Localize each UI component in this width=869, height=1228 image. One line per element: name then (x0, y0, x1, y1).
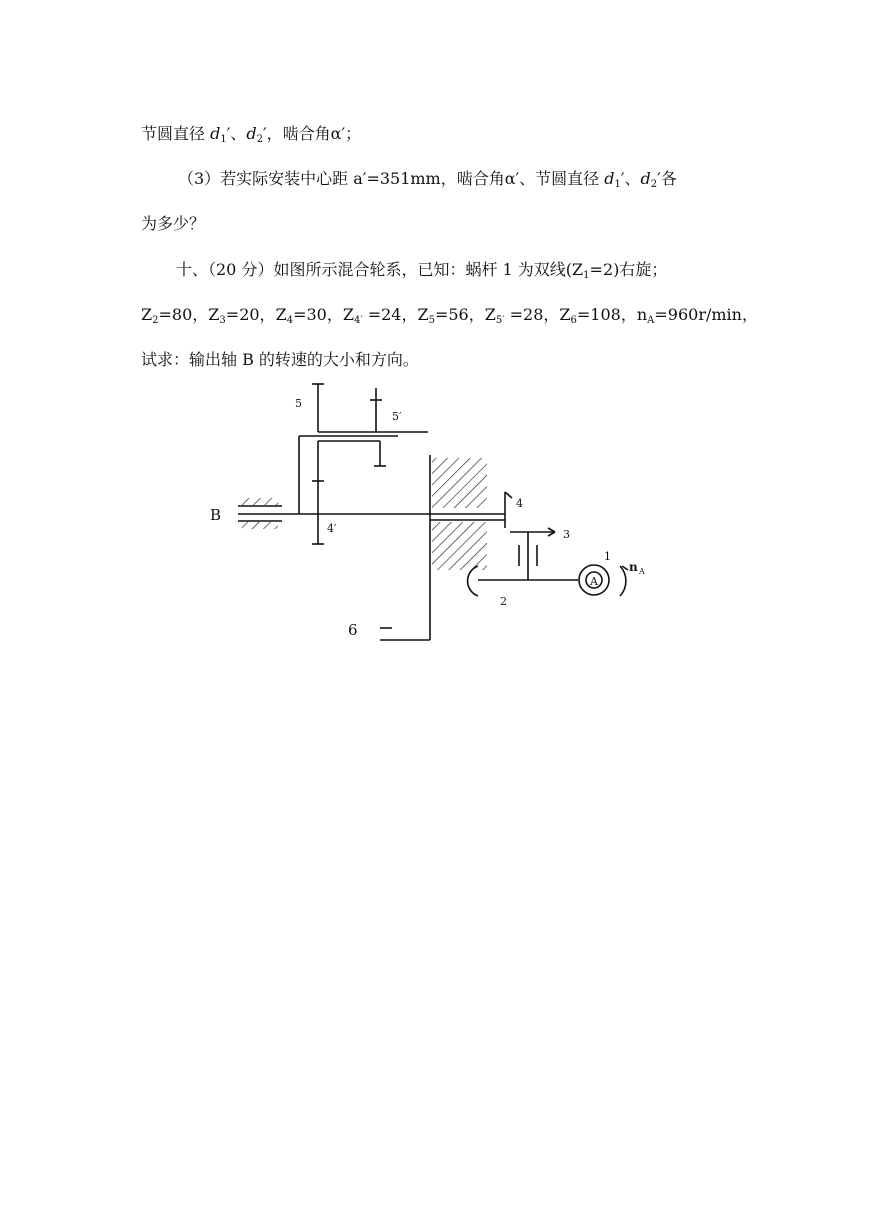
bevel-gear-4-arrow (505, 492, 512, 498)
label-nA: n (629, 560, 638, 574)
label-3: 3 (563, 528, 570, 541)
frame-hatch-lower (432, 522, 487, 570)
label-2: 2 (500, 595, 507, 608)
problem-10-question: 试求：输出轴 B 的转速的大小和方向。 (141, 350, 419, 369)
label-5p: 5′ (392, 410, 402, 423)
text-line-how-much: 为多少？ (141, 214, 206, 233)
label-4: 4 (516, 497, 523, 510)
label-4p: 4′ (327, 522, 337, 535)
label-A: A (590, 575, 598, 588)
problem-10-tooth-counts: $Z_2=80$，$Z_3=20$，$Z_4=30$，$Z_{4'} =24$，$Z_5=56$，$Z_{5'} =28$，$Z_6=108$，$n_A=960r/\min$， (141, 305, 758, 326)
problem-10-heading: 十、（20 分）如图所示混合轮系，已知：蜗杆 1 为双线$(Z_1=2)$右旋； (176, 260, 668, 281)
frame-hatch-upper (432, 458, 487, 508)
text-line-subquestion-3: （3）若实际安装中心距 a′=351mm，啮合角α′、节圆直径 $d_1'$、$d_2'$各 (178, 169, 677, 190)
bearing-B-hatch-bottom (242, 522, 278, 529)
rotation-arrow (620, 566, 626, 596)
label-1: 1 (604, 550, 611, 563)
label-5: 5 (295, 397, 302, 410)
text-line-pitch-diameters: 节圆直径 $d_1'$、$d_2'$，啮合角α′； (141, 124, 362, 145)
bearing-B-hatch-top (242, 498, 278, 505)
worm-wheel-2 (468, 566, 478, 596)
label-nA-sub: A (639, 567, 645, 576)
label-6: 6 (348, 621, 358, 639)
label-B: B (210, 506, 222, 524)
